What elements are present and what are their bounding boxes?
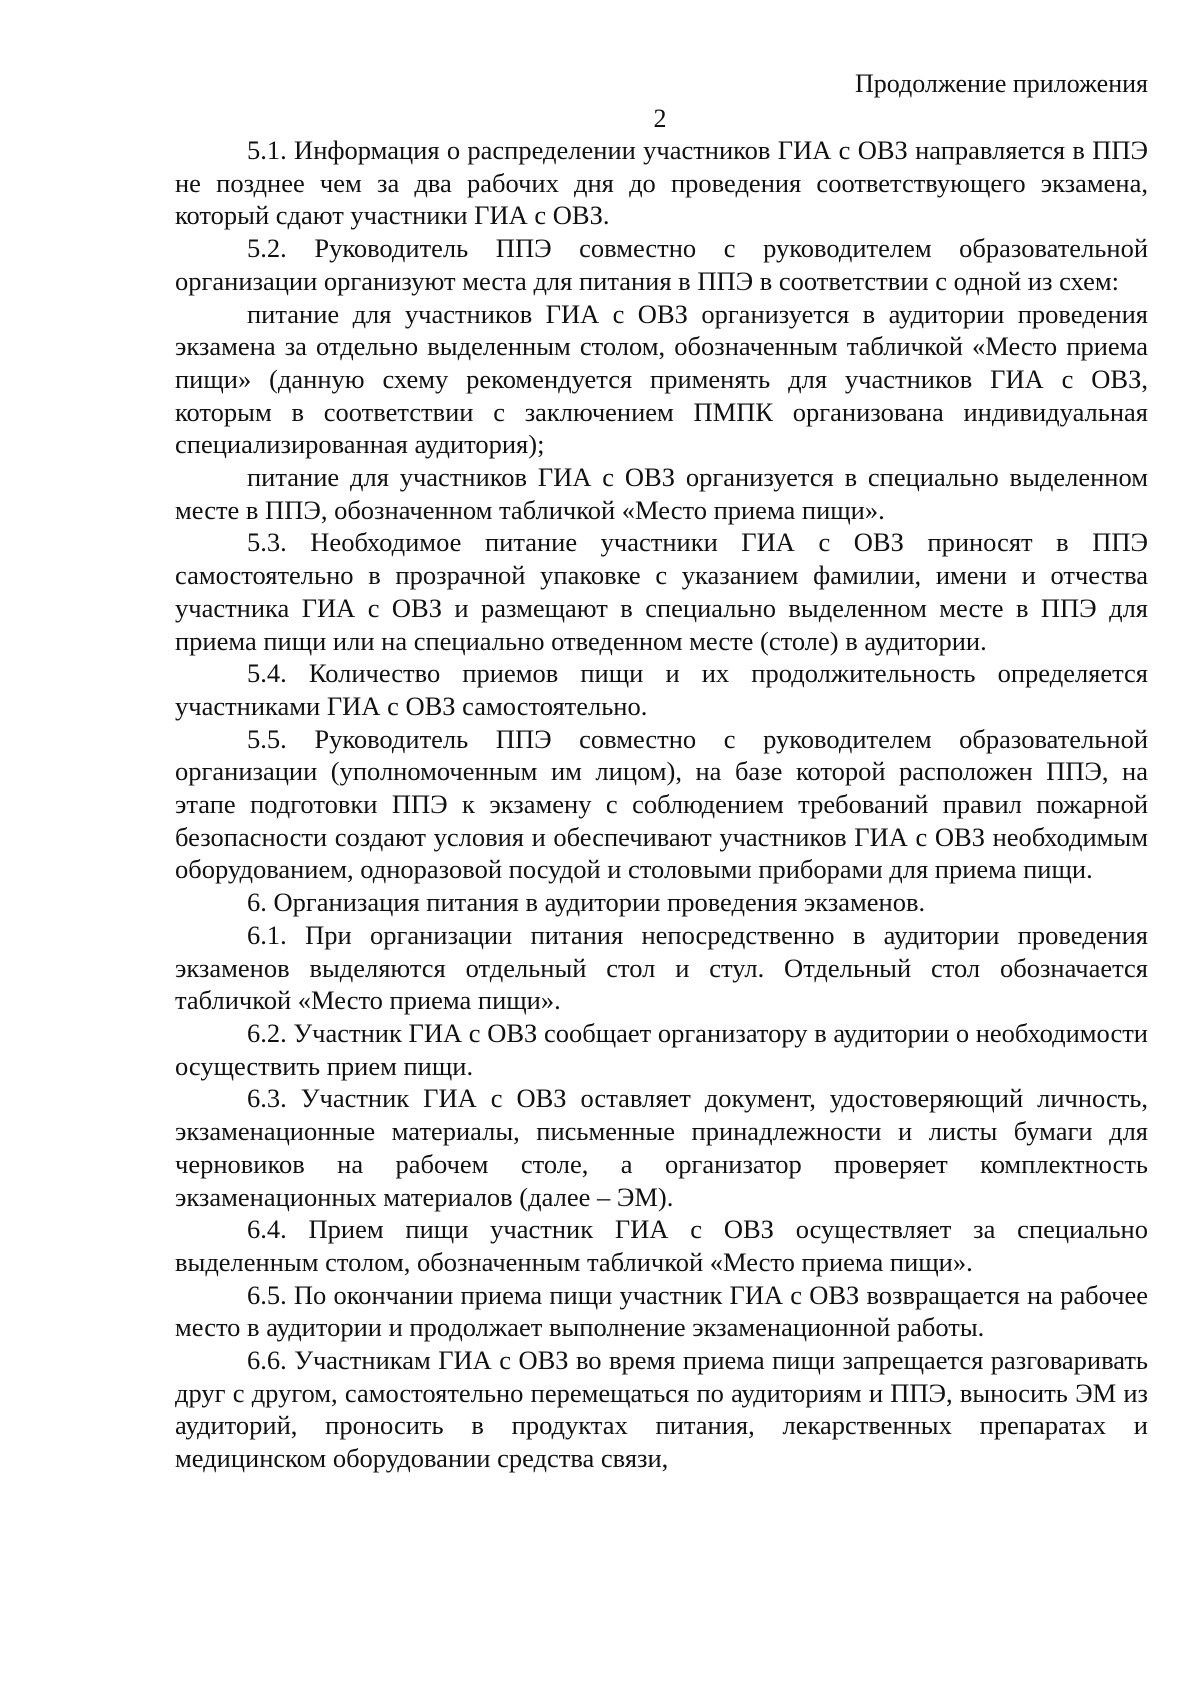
page-number: 2 [653, 104, 667, 133]
paragraph-6-heading: 6. Организация питания в аудитории проведения экзаменов. [247, 887, 926, 918]
paragraph-6-4: 6.4. Прием пищи участник ГИА с ОВЗ осуществляет за специально выделенным столом, обозначенным табличкой «Место приема пищи». [175, 1214, 1148, 1277]
paragraph-5-1: 5.1. Информация о распределении участников ГИА с ОВЗ направляется в ППЭ не позднее чем за два рабочих дня до проведения соответствующего экзамена, который сдают участники ГИА с ОВЗ. [175, 135, 1148, 231]
paragraph-6-6: 6.6. Участникам ГИА с ОВЗ во время приема пищи запрещается разговаривать друг с другом, самостоятельно перемещаться по аудиториям и ППЭ, выносить ЭМ из аудиторий, проносить в продуктах питания, лекарственных препаратах и медицинском оборудовании средства связи, [175, 1345, 1148, 1474]
paragraph-5-3: 5.3. Необходимое питание участники ГИА с ОВЗ приносят в ППЭ самостоятельно в прозрачной упаковке с указанием фамилии, имени и отчества участника ГИА с ОВЗ и размещают в специально выделенном месте в ППЭ для приема пищи или на специально отведенном месте (столе) в аудитории. [175, 527, 1148, 656]
appendix-continuation-header: Продолжение приложения [854, 69, 1148, 98]
paragraph-5-5: 5.5. Руководитель ППЭ совместно с руководителем образовательной организации (уполномоченным им лицом), на базе которой расположен ППЭ, на этапе подготовки ППЭ к экзамену с соблюдением требований правил пожарной безопасности создают условия и обеспечивают участников ГИА с ОВЗ необходимым оборудованием, одноразовой посудой и столовыми приборами для приема пищи. [175, 723, 1148, 885]
paragraph-6-3: 6.3. Участник ГИА с ОВЗ оставляет документ, удостоверяющий личность, экзаменационные материалы, письменные принадлежности и листы бумаги для черновиков на рабочем столе, а организатор проверяет комплектность экзаменационных материалов (далее – ЭМ). [175, 1083, 1148, 1212]
paragraph-scheme-1: питание для участников ГИА с ОВЗ организуется в аудитории проведения экзамена за отдельно выделенным столом, обозначенным табличкой «Место приема пищи» (данную схему рекомендуется применять для участников ГИА с ОВЗ, которым в соответствии с заключением ПМПК организована индивидуальная специализированная аудитория); [175, 298, 1148, 460]
paragraph-6-5: 6.5. По окончании приема пищи участник ГИА с ОВЗ возвращается на рабочее место в аудитории и продолжает выполнение экзаменационной работы. [175, 1279, 1148, 1343]
paragraph-6-1: 6.1. При организации питания непосредственно в аудитории проведения экзаменов выделяются отдельный стол и стул. Отдельный стол обозначается табличкой «Место приема пищи». [175, 919, 1148, 1016]
paragraph-5-2: 5.2. Руководитель ППЭ совместно с руководителем образовательной организации организуют места для питания в ППЭ в соответствии с одной из схем: [175, 233, 1148, 296]
document-body [175, 134, 1148, 1475]
paragraph-6-2: 6.2. Участник ГИА с ОВЗ сообщает организатору в аудитории о необходимости осуществить прием пищи. [175, 1017, 1148, 1081]
paragraph-5-4: 5.4. Количество приемов пищи и их продолжительность определяется участниками ГИА с ОВЗ самостоятельно. [175, 658, 1148, 721]
paragraph-scheme-2: питание для участников ГИА с ОВЗ организуется в специально выделенном месте в ППЭ, обозначенном табличкой «Место приема пищи». [175, 462, 1148, 525]
